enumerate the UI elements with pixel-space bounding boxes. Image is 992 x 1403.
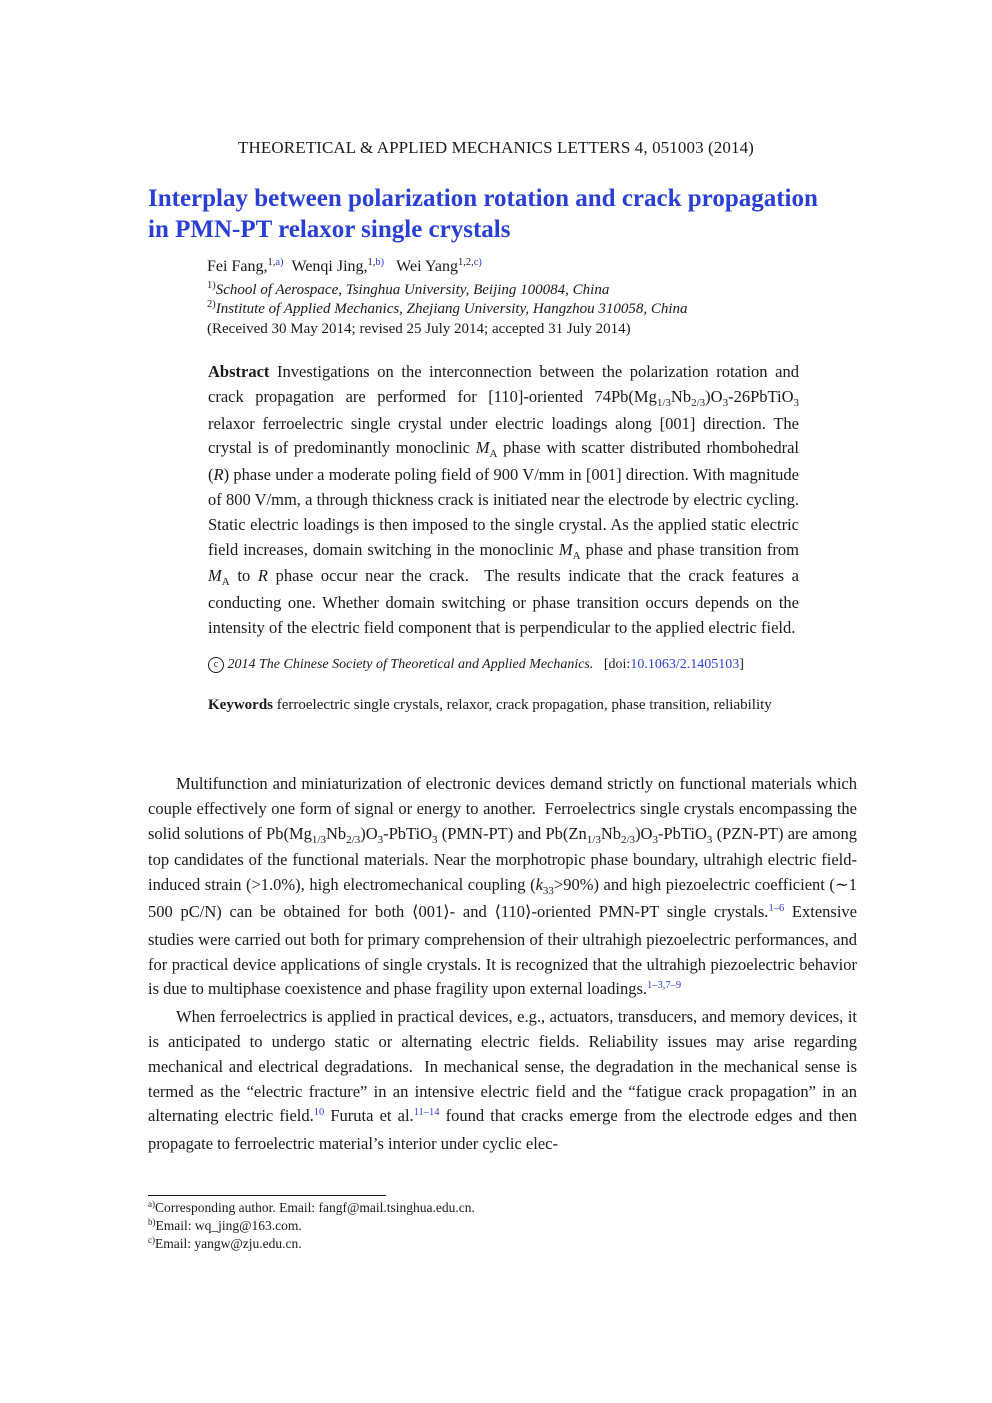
citation-link[interactable]: 1–6 [768,902,785,914]
main-text [148,772,857,1157]
title-line-1: Interplay between polarization rotation and crack propagation [148,185,818,212]
footnote-b [148,1217,302,1236]
footnote-text: Email: yangw@zju.edu.cn. [155,1236,302,1251]
author-affil-mark: 1, [267,257,276,268]
abstract: Abstract Investigations on the interconnection between the polarization rotation and crack propagation are performed for [110]-oriented $74Pb(Mg_{1/3}Nb_{2/3})O_3-26PbTiO_3$ relaxor ferroelectric single crystal under electric loadings along [001] direction. The crystal is of predominantly monoclinic $M_A$ phase with scatter distributed rhombohedral (R) phase under a moderate poling field of 900 V/mm in [001] direction. With magnitude of 800 V/mm, a through thickness crack is initiated near the electrode by electric cycling. Static electric loadings is then imposed to the single crystal. As the applied static electric field increases, domain switching in the monoclinic $M_A$ phase and phase transition from $M_A$ to R phase occur near the crack. The results indicate that the crack features a conducting one. Whether domain switching or phase transition occurs depends on the intensity of the electric field component that is perpendicular to the applied electric field. [208,362,799,637]
footnote-rule [148,1195,386,1196]
title-line-2: in PMN-PT relaxor single crystals [148,216,511,243]
author-note-link[interactable]: c) [473,257,482,268]
keywords [208,694,799,716]
author-name: Fei Fang, [207,258,268,275]
footnote-mark: b) [148,1217,156,1227]
footnote-c [148,1235,302,1254]
affiliation-mark: 2) [207,299,216,310]
journal-header: THEORETICAL & APPLIED MECHANICS LETTERS 4, 051003 (2014) [238,138,754,157]
citation-link[interactable]: 11–14 [413,1107,440,1119]
author-list [207,256,482,280]
copyright-icon: c [208,657,224,673]
paper-title [148,183,868,245]
footnote-mark: c) [148,1235,155,1245]
paragraph: When ferroelectrics is applied in practical devices, e.g., actuators, transducers, and memory devices, it is anticipated to undergo static or alternating electric fields. Reliability issues may arise regarding mechanical and electrical degradations. In mechanical sense, the degradation in the mechanical sense is termed as the “electric fracture” in an intensive electric field and the “fatigue crack propagation” in an alternating electric field.$^{10}$ Furuta et al.$^{11-14}$ found that cracks emerge from the electrode edges and then propagate to ferroelectric material’s interior under cyclic elec- [148,1007,857,1154]
footnote-mark: a) [148,1199,155,1209]
citation-link[interactable]: 1–3,7–9 [647,980,682,992]
abstract-label: Abstract [208,362,270,381]
affiliation-mark: 1) [207,280,216,291]
affiliation-2 [207,299,688,321]
copyright-line [208,657,799,673]
doi-link[interactable]: 10.1063/2.1405103 [630,657,740,672]
keywords-label: Keywords [208,697,273,713]
author-affil-mark: 1,2, [458,257,474,268]
keywords-text: ferroelectric single crystals, relaxor, crack propagation, phase transition, reliability [276,697,772,713]
author-note-link[interactable]: a) [275,257,284,268]
paragraph: Multifunction and miniaturization of electronic devices demand strictly on functional materials which couple effectively one form of signal or energy to another. Ferroelectrics single crystals encompassing the solid solutions of $Pb(Mg_{1/3}Nb_{2/3})O_3-PbTiO_3$ (PMN-PT) and $Pb(Zn_{1/3}Nb_{2/3})O_3-PbTiO_3$ (PZN-PT) are among top candidates of the functional materials. Near the morphotropic phase boundary, ultrahigh electric field-induced strain (>1.0%), high electromechanical coupling $(k_{33}>90\%)$ and high piezoelectric coefficient (∼1 500 pC/N) can be obtained for both ⟨001⟩- and ⟨110⟩-oriented PMN-PT single crystals.$^{1-6}$ Extensive studies were carried out both for primary comprehension of their ultrahigh piezoelectric performances, and for practical device applications of single crystals. It is recognized that the ultrahigh piezoelectric behavior is due to multiphase coexistence and phase fragility upon external loadings.$^{1-3,7-9}$ [148,774,857,999]
doi-suffix: ] [739,657,744,672]
citation-link[interactable]: 10 [313,1107,325,1119]
footnote-text: Corresponding author. Email: fangf@mail.tsinghua.edu.cn. [155,1200,475,1215]
author-name: Wenqi Jing, [291,258,368,275]
author-affil-mark: 1, [367,257,376,268]
received-dates: (Received 30 May 2014; revised 25 July 2014; accepted 31 July 2014) [207,321,631,337]
author-note-link[interactable]: b) [375,257,385,268]
footnote-text: Email: wq_jing@163.com. [155,1218,302,1233]
footnote-a [148,1199,475,1218]
doi-prefix: [doi: [603,657,631,672]
copyright-text: 2014 The Chinese Society of Theoretical and Applied Mechanics. [227,657,594,672]
affiliation-text: Institute of Applied Mechanics, Zhejiang University, Hangzhou 310058, China [215,301,688,317]
author-name: Wei Yang [396,258,458,275]
affiliation-text: School of Aerospace, Tsinghua University, Beijing 100084, China [215,282,610,298]
